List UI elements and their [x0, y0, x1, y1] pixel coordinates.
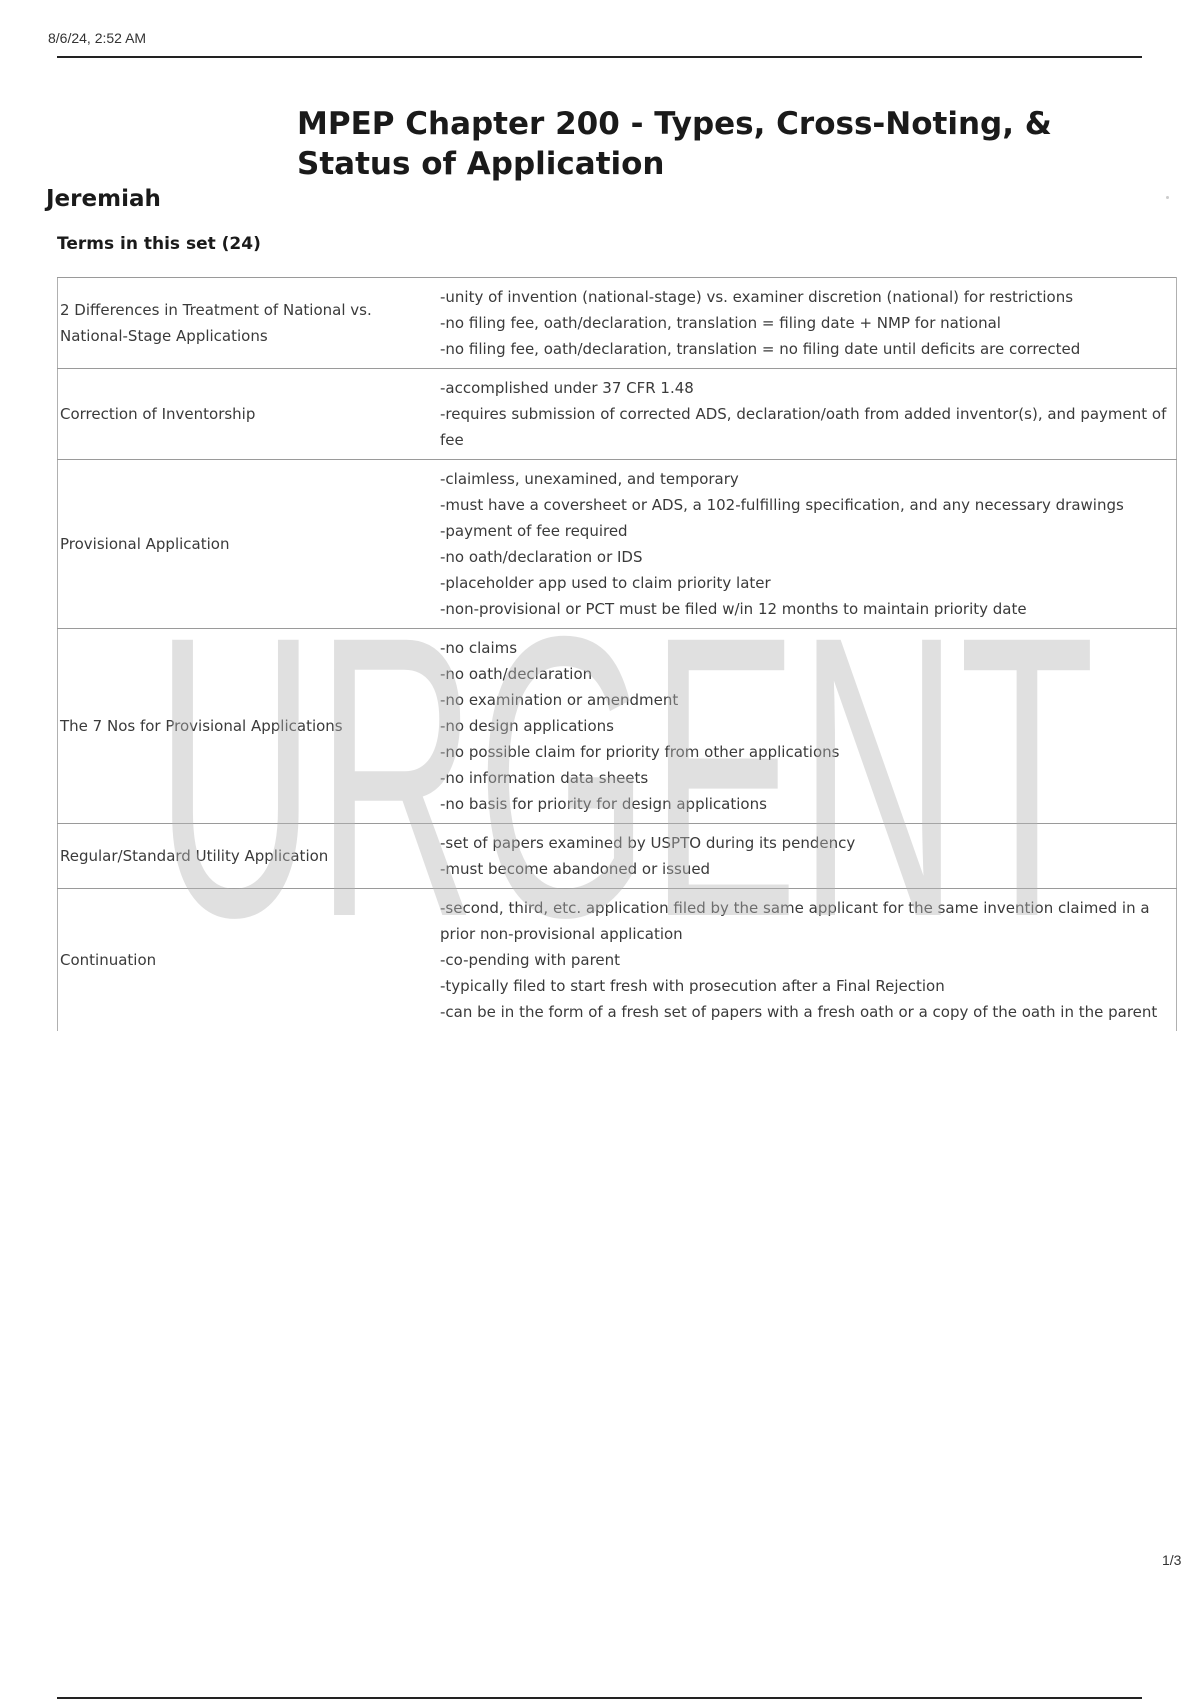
term-text: Provisional Application [58, 460, 411, 629]
definition-line: -non-provisional or PCT must be filed w/in 12 months to maintain priority date [440, 600, 1027, 618]
set-title: MPEP Chapter 200 - Types, Cross-Noting, & Status of Application [297, 106, 1052, 182]
definition-line: -second, third, etc. application filed by the same applicant for the same invention claimed in a prior non-provisional application [440, 899, 1150, 943]
term-text: Correction of Inventorship [58, 369, 411, 460]
definition-line: -no filing fee, oath/declaration, translation = no filing date until deficits are corrected [440, 340, 1081, 358]
definition-line: -no oath/declaration [440, 665, 593, 683]
term-text: 2 Differences in Treatment of National vs. National-Stage Applications [58, 278, 411, 369]
term-row [58, 824, 1177, 889]
definition-line: -set of papers examined by USPTO during its pendency [440, 834, 856, 852]
definition-line: -no design applications [440, 717, 614, 735]
definition-line: -must become abandoned or issued [440, 860, 711, 878]
definition-line: -must have a coversheet or ADS, a 102-fulfilling specification, and any necessary drawings [440, 496, 1124, 514]
watermark-text: URGENT [155, 585, 1095, 925]
term-row [58, 369, 1177, 460]
definition-line: -no possible claim for priority from other applications [440, 743, 840, 761]
term-row [58, 460, 1177, 629]
term-text: The 7 Nos for Provisional Applications [58, 629, 411, 824]
definition-line: -claimless, unexamined, and temporary [440, 470, 739, 488]
term-row [58, 629, 1177, 824]
terms-table [57, 277, 1177, 1031]
definition-line: -co-pending with parent [440, 951, 621, 969]
term-text: Continuation [58, 889, 411, 1032]
definition-line: -placeholder app used to claim priority later [440, 574, 771, 592]
definition-cell [410, 369, 1177, 460]
definition-line: -no examination or amendment [440, 691, 679, 709]
definition-cell [410, 889, 1177, 1032]
term-row [58, 278, 1177, 369]
terms-heading: Terms in this set (24) [57, 234, 261, 254]
definition-line: -unity of invention (national-stage) vs. examiner discretion (national) for restrictions [440, 288, 1074, 306]
definition-line: -payment of fee required [440, 522, 628, 540]
definition-line: -no information data sheets [440, 769, 649, 787]
definition-line: -can be in the form of a fresh set of papers with a fresh oath or a copy of the oath in the parent [440, 1003, 1158, 1021]
page-number: 1/3 [1162, 1552, 1182, 1568]
author-name[interactable]: Jeremiah [46, 186, 161, 212]
definition-line: -accomplished under 37 CFR 1.48 [440, 379, 694, 397]
bottom-divider [57, 1697, 1142, 1699]
definition-line: -requires submission of corrected ADS, declaration/oath from added inventor(s), and payment of fee [440, 405, 1167, 449]
definition-line: -no filing fee, oath/declaration, translation = filing date + NMP for national [440, 314, 1001, 332]
definition-line: -no claims [440, 639, 518, 657]
term-row [58, 889, 1177, 1032]
definition-cell [410, 278, 1177, 369]
definition-line: -typically filed to start fresh with prosecution after a Final Rejection [440, 977, 945, 995]
page-speck [1166, 196, 1169, 199]
print-date: 8/6/24, 2:52 AM [48, 30, 147, 46]
definition-cell [410, 629, 1177, 824]
definition-line: -no basis for priority for design applications [440, 795, 767, 813]
definition-line: -no oath/declaration or IDS [440, 548, 643, 566]
definition-cell [410, 824, 1177, 889]
top-divider [57, 56, 1142, 58]
term-text: Regular/Standard Utility Application [58, 824, 411, 889]
definition-cell [410, 460, 1177, 629]
